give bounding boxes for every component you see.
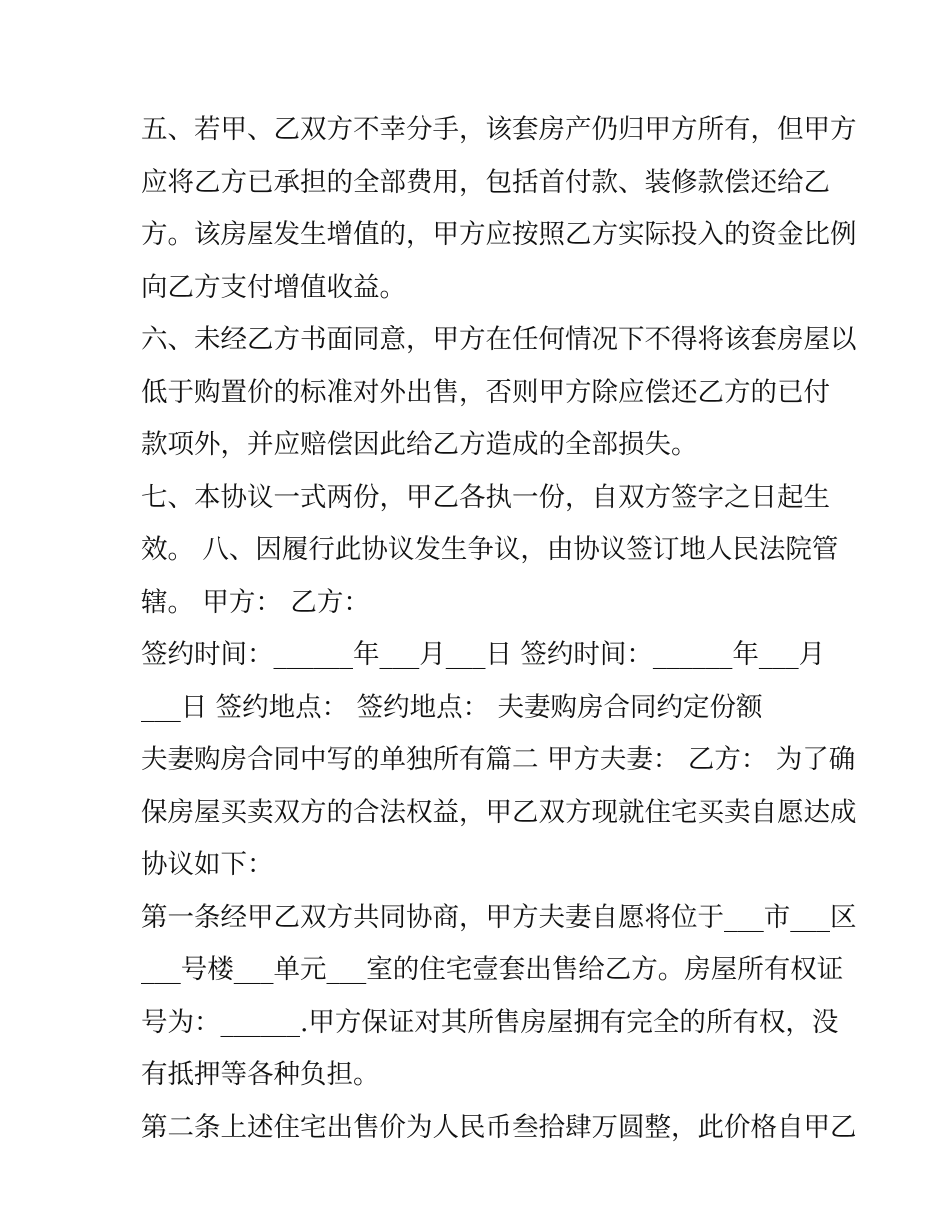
text-line: 第一条经甲乙双方共同协商，甲方夫妻自愿将位于___市___区 <box>141 901 857 933</box>
text-line: 向乙方支付增值收益。 <box>141 271 406 303</box>
text-line: 协议如下： <box>141 849 274 880</box>
text-line: 低于购置价的标准对外出售，否则甲方除应偿还乙方的已付 <box>141 376 830 408</box>
text-line: 方。该房屋发生增值的，甲方应按照乙方实际投入的资金比例 <box>141 219 857 250</box>
document-body <box>141 104 857 1154</box>
text-line: 号为：______.甲方保证对其所售房屋拥有完全的所有权，没 <box>141 1006 839 1038</box>
text-line: 签约时间：______年___月___日 签约时间：______年___月 <box>141 639 826 670</box>
text-line: 有抵押等各种负担。 <box>141 1059 380 1090</box>
text-line: 六、未经乙方书面同意，甲方在任何情况下不得将该套房屋以 <box>141 324 857 355</box>
text-line: 五、若甲、乙双方不幸分手，该套房产仍归甲方所有，但甲方 <box>141 114 857 145</box>
text-line: 款项外，并应赔偿因此给乙方造成的全部损失。 <box>141 429 698 460</box>
text-line: 保房屋买卖双方的合法权益，甲乙双方现就住宅买卖自愿达成 <box>141 796 857 828</box>
text-line: 效。 八、因履行此协议发生争议，由协议签订地人民法院管 <box>141 534 839 565</box>
text-line: 应将乙方已承担的全部费用，包括首付款、装修款偿还给乙 <box>141 166 830 198</box>
text-line: 夫妻购房合同中写的单独所有篇二 甲方夫妻： 乙方： 为了确 <box>141 744 856 775</box>
text-line: 第二条上述住宅出售价为人民币叁拾肆万圆整，此价格自甲乙 <box>141 1111 857 1143</box>
text-line: ___号楼___单元___室的住宅壹套出售给乙方。房屋所有权证 <box>141 954 844 985</box>
text-line: 七、本协议一式两份，甲乙各执一份，自双方签字之日起生 <box>141 481 830 513</box>
text-line: ___日 签约地点： 签约地点： 夫妻购房合同约定份额 <box>141 691 763 723</box>
text-line: 辖。 甲方： 乙方： <box>141 586 370 618</box>
